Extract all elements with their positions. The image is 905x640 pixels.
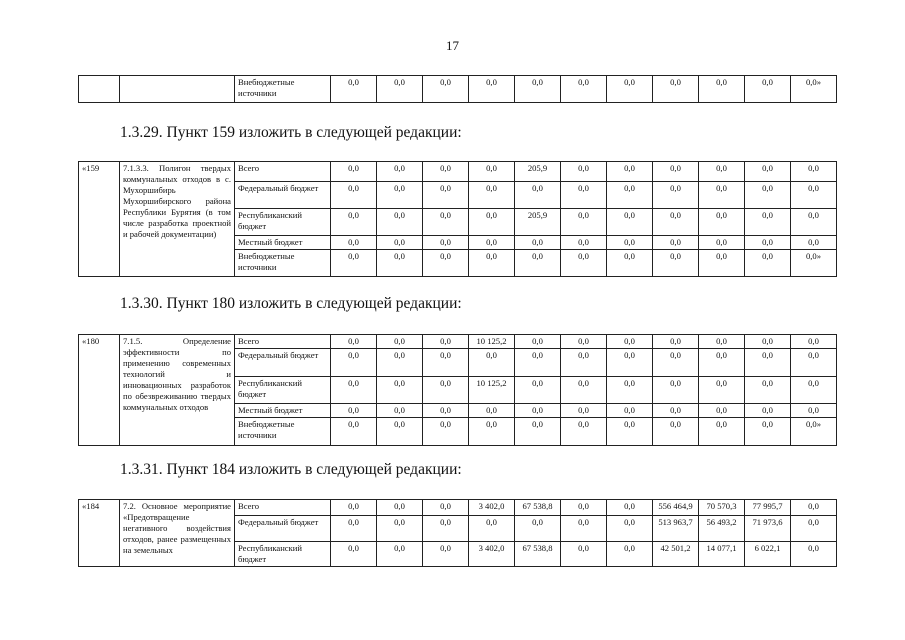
value-cell: 0,0 xyxy=(515,516,561,542)
value-cell: 0,0 xyxy=(653,418,699,446)
value-cell: 0,0 xyxy=(699,349,745,377)
value-cell: 0,0 xyxy=(791,209,837,236)
value-cell: 0,0 xyxy=(607,349,653,377)
value-cell: 0,0 xyxy=(607,404,653,418)
funding-source: Федеральный бюджет xyxy=(235,182,331,209)
item-number: «184 xyxy=(79,500,120,567)
value-cell: 0,0 xyxy=(791,516,837,542)
value-cell: 0,0 xyxy=(607,162,653,182)
item-description: 7.1.3.3. Полигон твердых коммунальных отходов в с. Мухоршибирь Мухоршибирского района Республики Бурятия (в том числе разработка проектной и рабочей документации) xyxy=(120,162,235,277)
value-cell: 77 995,7 xyxy=(745,500,791,516)
value-cell: 0,0 xyxy=(331,162,377,182)
budget-table-184 xyxy=(78,499,837,567)
funding-source: Федеральный бюджет xyxy=(235,516,331,542)
value-cell: 0,0 xyxy=(423,418,469,446)
value-cell: 0,0 xyxy=(607,209,653,236)
value-cell: 0,0 xyxy=(515,182,561,209)
value-cell: 6 022,1 xyxy=(745,542,791,567)
value-cell: 0,0 xyxy=(561,236,607,250)
value-cell: 0,0 xyxy=(607,76,653,103)
value-cell: 0,0 xyxy=(377,182,423,209)
item-number: «180 xyxy=(79,335,120,446)
value-cell: 0,0 xyxy=(653,349,699,377)
value-cell: 0,0 xyxy=(791,162,837,182)
value-cell: 0,0 xyxy=(745,182,791,209)
budget-table-continuation xyxy=(78,75,837,103)
value-cell: 0,0 xyxy=(469,404,515,418)
value-cell: 0,0 xyxy=(607,542,653,567)
value-cell: 0,0 xyxy=(653,162,699,182)
value-cell: 0,0 xyxy=(745,349,791,377)
value-cell: 0,0 xyxy=(745,377,791,404)
value-cell: 0,0 xyxy=(331,418,377,446)
value-cell: 10 125,2 xyxy=(469,377,515,404)
value-cell: 70 570,3 xyxy=(699,500,745,516)
value-cell: 0,0 xyxy=(745,404,791,418)
value-cell: 0,0 xyxy=(607,418,653,446)
value-cell: 0,0 xyxy=(791,377,837,404)
funding-source: Всего xyxy=(235,162,331,182)
value-cell: 0,0 xyxy=(377,76,423,103)
value-cell: 0,0 xyxy=(423,377,469,404)
value-cell: 0,0 xyxy=(515,404,561,418)
value-cell: 56 493,2 xyxy=(699,516,745,542)
value-cell: 0,0 xyxy=(607,500,653,516)
desc-cell xyxy=(120,76,235,103)
value-cell: 0,0 xyxy=(377,349,423,377)
value-cell: 0,0 xyxy=(561,250,607,277)
value-cell: 0,0 xyxy=(377,516,423,542)
value-cell: 0,0 xyxy=(561,542,607,567)
value-cell: 0,0 xyxy=(469,209,515,236)
value-cell: 0,0 xyxy=(423,182,469,209)
funding-source: Республиканский бюджет xyxy=(235,377,331,404)
value-cell: 0,0 xyxy=(469,236,515,250)
value-cell: 0,0 xyxy=(561,335,607,349)
value-cell: 205,9 xyxy=(515,162,561,182)
value-cell: 0,0 xyxy=(791,182,837,209)
funding-source: Местный бюджет xyxy=(235,404,331,418)
value-cell: 0,0 xyxy=(653,76,699,103)
value-cell: 0,0 xyxy=(469,250,515,277)
value-cell: 0,0 xyxy=(653,236,699,250)
value-cell: 0,0 xyxy=(699,162,745,182)
value-cell: 0,0 xyxy=(423,516,469,542)
value-cell: 0,0 xyxy=(423,349,469,377)
value-cell: 67 538,8 xyxy=(515,500,561,516)
item-number: «159 xyxy=(79,162,120,277)
value-cell: 0,0 xyxy=(561,516,607,542)
value-cell: 0,0 xyxy=(515,418,561,446)
value-cell: 0,0 xyxy=(607,377,653,404)
value-cell: 0,0 xyxy=(377,250,423,277)
section-heading-180: 1.3.30. Пункт 180 изложить в следующей редакции: xyxy=(120,295,462,312)
value-cell: 0,0 xyxy=(423,335,469,349)
value-cell: 0,0 xyxy=(377,162,423,182)
value-cell: 3 402,0 xyxy=(469,500,515,516)
value-cell: 71 973,6 xyxy=(745,516,791,542)
table-row xyxy=(79,162,837,182)
table-row xyxy=(79,500,837,516)
value-cell: 205,9 xyxy=(515,209,561,236)
value-cell: 0,0 xyxy=(377,404,423,418)
funding-source: Федеральный бюджет xyxy=(235,349,331,377)
value-cell: 0,0 xyxy=(423,162,469,182)
value-cell: 0,0 xyxy=(331,349,377,377)
value-cell: 0,0 xyxy=(377,236,423,250)
value-cell: 0,0 xyxy=(469,349,515,377)
value-cell: 0,0 xyxy=(469,418,515,446)
value-cell: 0,0 xyxy=(653,404,699,418)
value-cell: 0,0 xyxy=(607,236,653,250)
value-cell: 0,0 xyxy=(331,335,377,349)
value-cell: 0,0 xyxy=(699,76,745,103)
value-cell: 0,0 xyxy=(699,182,745,209)
value-cell: 0,0 xyxy=(653,377,699,404)
value-cell: 0,0 xyxy=(745,250,791,277)
value-cell: 0,0 xyxy=(745,236,791,250)
num-cell xyxy=(79,76,120,103)
value-cell: 0,0 xyxy=(469,162,515,182)
value-cell: 0,0 xyxy=(515,335,561,349)
funding-source: Республиканский бюджет xyxy=(235,542,331,567)
page-number: 17 xyxy=(446,38,459,53)
value-cell: 0,0» xyxy=(791,418,837,446)
value-cell: 0,0 xyxy=(515,250,561,277)
value-cell: 0,0 xyxy=(699,377,745,404)
value-cell: 3 402,0 xyxy=(469,542,515,567)
funding-source: Всего xyxy=(235,500,331,516)
value-cell: 0,0 xyxy=(423,76,469,103)
value-cell: 0,0 xyxy=(791,542,837,567)
value-cell: 0,0 xyxy=(607,516,653,542)
value-cell: 0,0 xyxy=(331,404,377,418)
item-description: 7.2. Основное мероприятие «Предотвращение негативного воздействия отходов, ранее размещенных на земельных xyxy=(120,500,235,567)
value-cell: 0,0 xyxy=(561,418,607,446)
value-cell: 0,0 xyxy=(377,500,423,516)
value-cell: 0,0 xyxy=(791,500,837,516)
value-cell: 0,0 xyxy=(699,209,745,236)
value-cell: 0,0 xyxy=(331,182,377,209)
value-cell: 14 077,1 xyxy=(699,542,745,567)
funding-source: Республиканский бюджет xyxy=(235,209,331,236)
value-cell: 0,0 xyxy=(377,209,423,236)
value-cell: 0,0 xyxy=(331,377,377,404)
value-cell: 0,0 xyxy=(561,209,607,236)
value-cell: 0,0 xyxy=(653,209,699,236)
value-cell: 513 963,7 xyxy=(653,516,699,542)
value-cell: 0,0 xyxy=(791,335,837,349)
value-cell: 0,0 xyxy=(377,418,423,446)
value-cell: 0,0 xyxy=(515,377,561,404)
value-cell: 0,0 xyxy=(561,162,607,182)
value-cell: 0,0 xyxy=(377,542,423,567)
value-cell: 0,0 xyxy=(515,76,561,103)
value-cell: 0,0 xyxy=(469,76,515,103)
value-cell: 0,0 xyxy=(469,182,515,209)
value-cell: 0,0 xyxy=(607,250,653,277)
value-cell: 0,0 xyxy=(653,335,699,349)
value-cell: 0,0 xyxy=(331,236,377,250)
value-cell: 0,0 xyxy=(377,377,423,404)
value-cell: 0,0 xyxy=(561,76,607,103)
value-cell: 0,0 xyxy=(745,418,791,446)
value-cell: 0,0» xyxy=(791,76,837,103)
value-cell: 0,0 xyxy=(423,236,469,250)
value-cell: 0,0 xyxy=(561,404,607,418)
value-cell: 0,0 xyxy=(791,236,837,250)
budget-table-180 xyxy=(78,334,837,446)
funding-source: Внебюджетные источники xyxy=(235,76,331,103)
value-cell: 0,0 xyxy=(377,335,423,349)
value-cell: 556 464,9 xyxy=(653,500,699,516)
value-cell: 0,0 xyxy=(745,162,791,182)
value-cell: 0,0 xyxy=(653,182,699,209)
value-cell: 0,0 xyxy=(607,182,653,209)
value-cell: 0,0 xyxy=(699,418,745,446)
table-row xyxy=(79,335,837,349)
budget-table-159 xyxy=(78,161,837,277)
item-description: 7.1.5. Определение эффективности по применению современных технологий и инновационных разработок по обезвреживанию твердых коммунальных отходов xyxy=(120,335,235,446)
value-cell: 0,0 xyxy=(561,377,607,404)
value-cell: 0,0 xyxy=(699,236,745,250)
funding-source: Всего xyxy=(235,335,331,349)
value-cell: 0,0 xyxy=(331,500,377,516)
value-cell: 0,0 xyxy=(561,182,607,209)
value-cell: 0,0 xyxy=(331,542,377,567)
value-cell: 0,0 xyxy=(423,209,469,236)
value-cell: 42 501,2 xyxy=(653,542,699,567)
value-cell: 0,0 xyxy=(331,76,377,103)
value-cell: 0,0 xyxy=(791,349,837,377)
value-cell: 0,0 xyxy=(653,250,699,277)
value-cell: 67 538,8 xyxy=(515,542,561,567)
funding-source: Внебюджетные источники xyxy=(235,418,331,446)
funding-source: Внебюджетные источники xyxy=(235,250,331,277)
value-cell: 0,0 xyxy=(331,250,377,277)
value-cell: 0,0 xyxy=(423,404,469,418)
section-heading-159: 1.3.29. Пункт 159 изложить в следующей редакции: xyxy=(120,124,462,141)
value-cell: 0,0 xyxy=(515,349,561,377)
value-cell: 0,0 xyxy=(745,209,791,236)
funding-source: Местный бюджет xyxy=(235,236,331,250)
value-cell: 0,0 xyxy=(791,404,837,418)
value-cell: 0,0 xyxy=(423,542,469,567)
table-row xyxy=(79,76,837,103)
value-cell: 0,0 xyxy=(331,516,377,542)
value-cell: 0,0 xyxy=(561,349,607,377)
value-cell: 10 125,2 xyxy=(469,335,515,349)
value-cell: 0,0 xyxy=(699,404,745,418)
value-cell: 0,0 xyxy=(745,76,791,103)
value-cell: 0,0 xyxy=(423,250,469,277)
value-cell: 0,0 xyxy=(515,236,561,250)
value-cell: 0,0» xyxy=(791,250,837,277)
value-cell: 0,0 xyxy=(423,500,469,516)
value-cell: 0,0 xyxy=(745,335,791,349)
section-heading-184: 1.3.31. Пункт 184 изложить в следующей редакции: xyxy=(120,461,462,478)
value-cell: 0,0 xyxy=(607,335,653,349)
value-cell: 0,0 xyxy=(469,516,515,542)
value-cell: 0,0 xyxy=(699,250,745,277)
value-cell: 0,0 xyxy=(699,335,745,349)
value-cell: 0,0 xyxy=(331,209,377,236)
value-cell: 0,0 xyxy=(561,500,607,516)
